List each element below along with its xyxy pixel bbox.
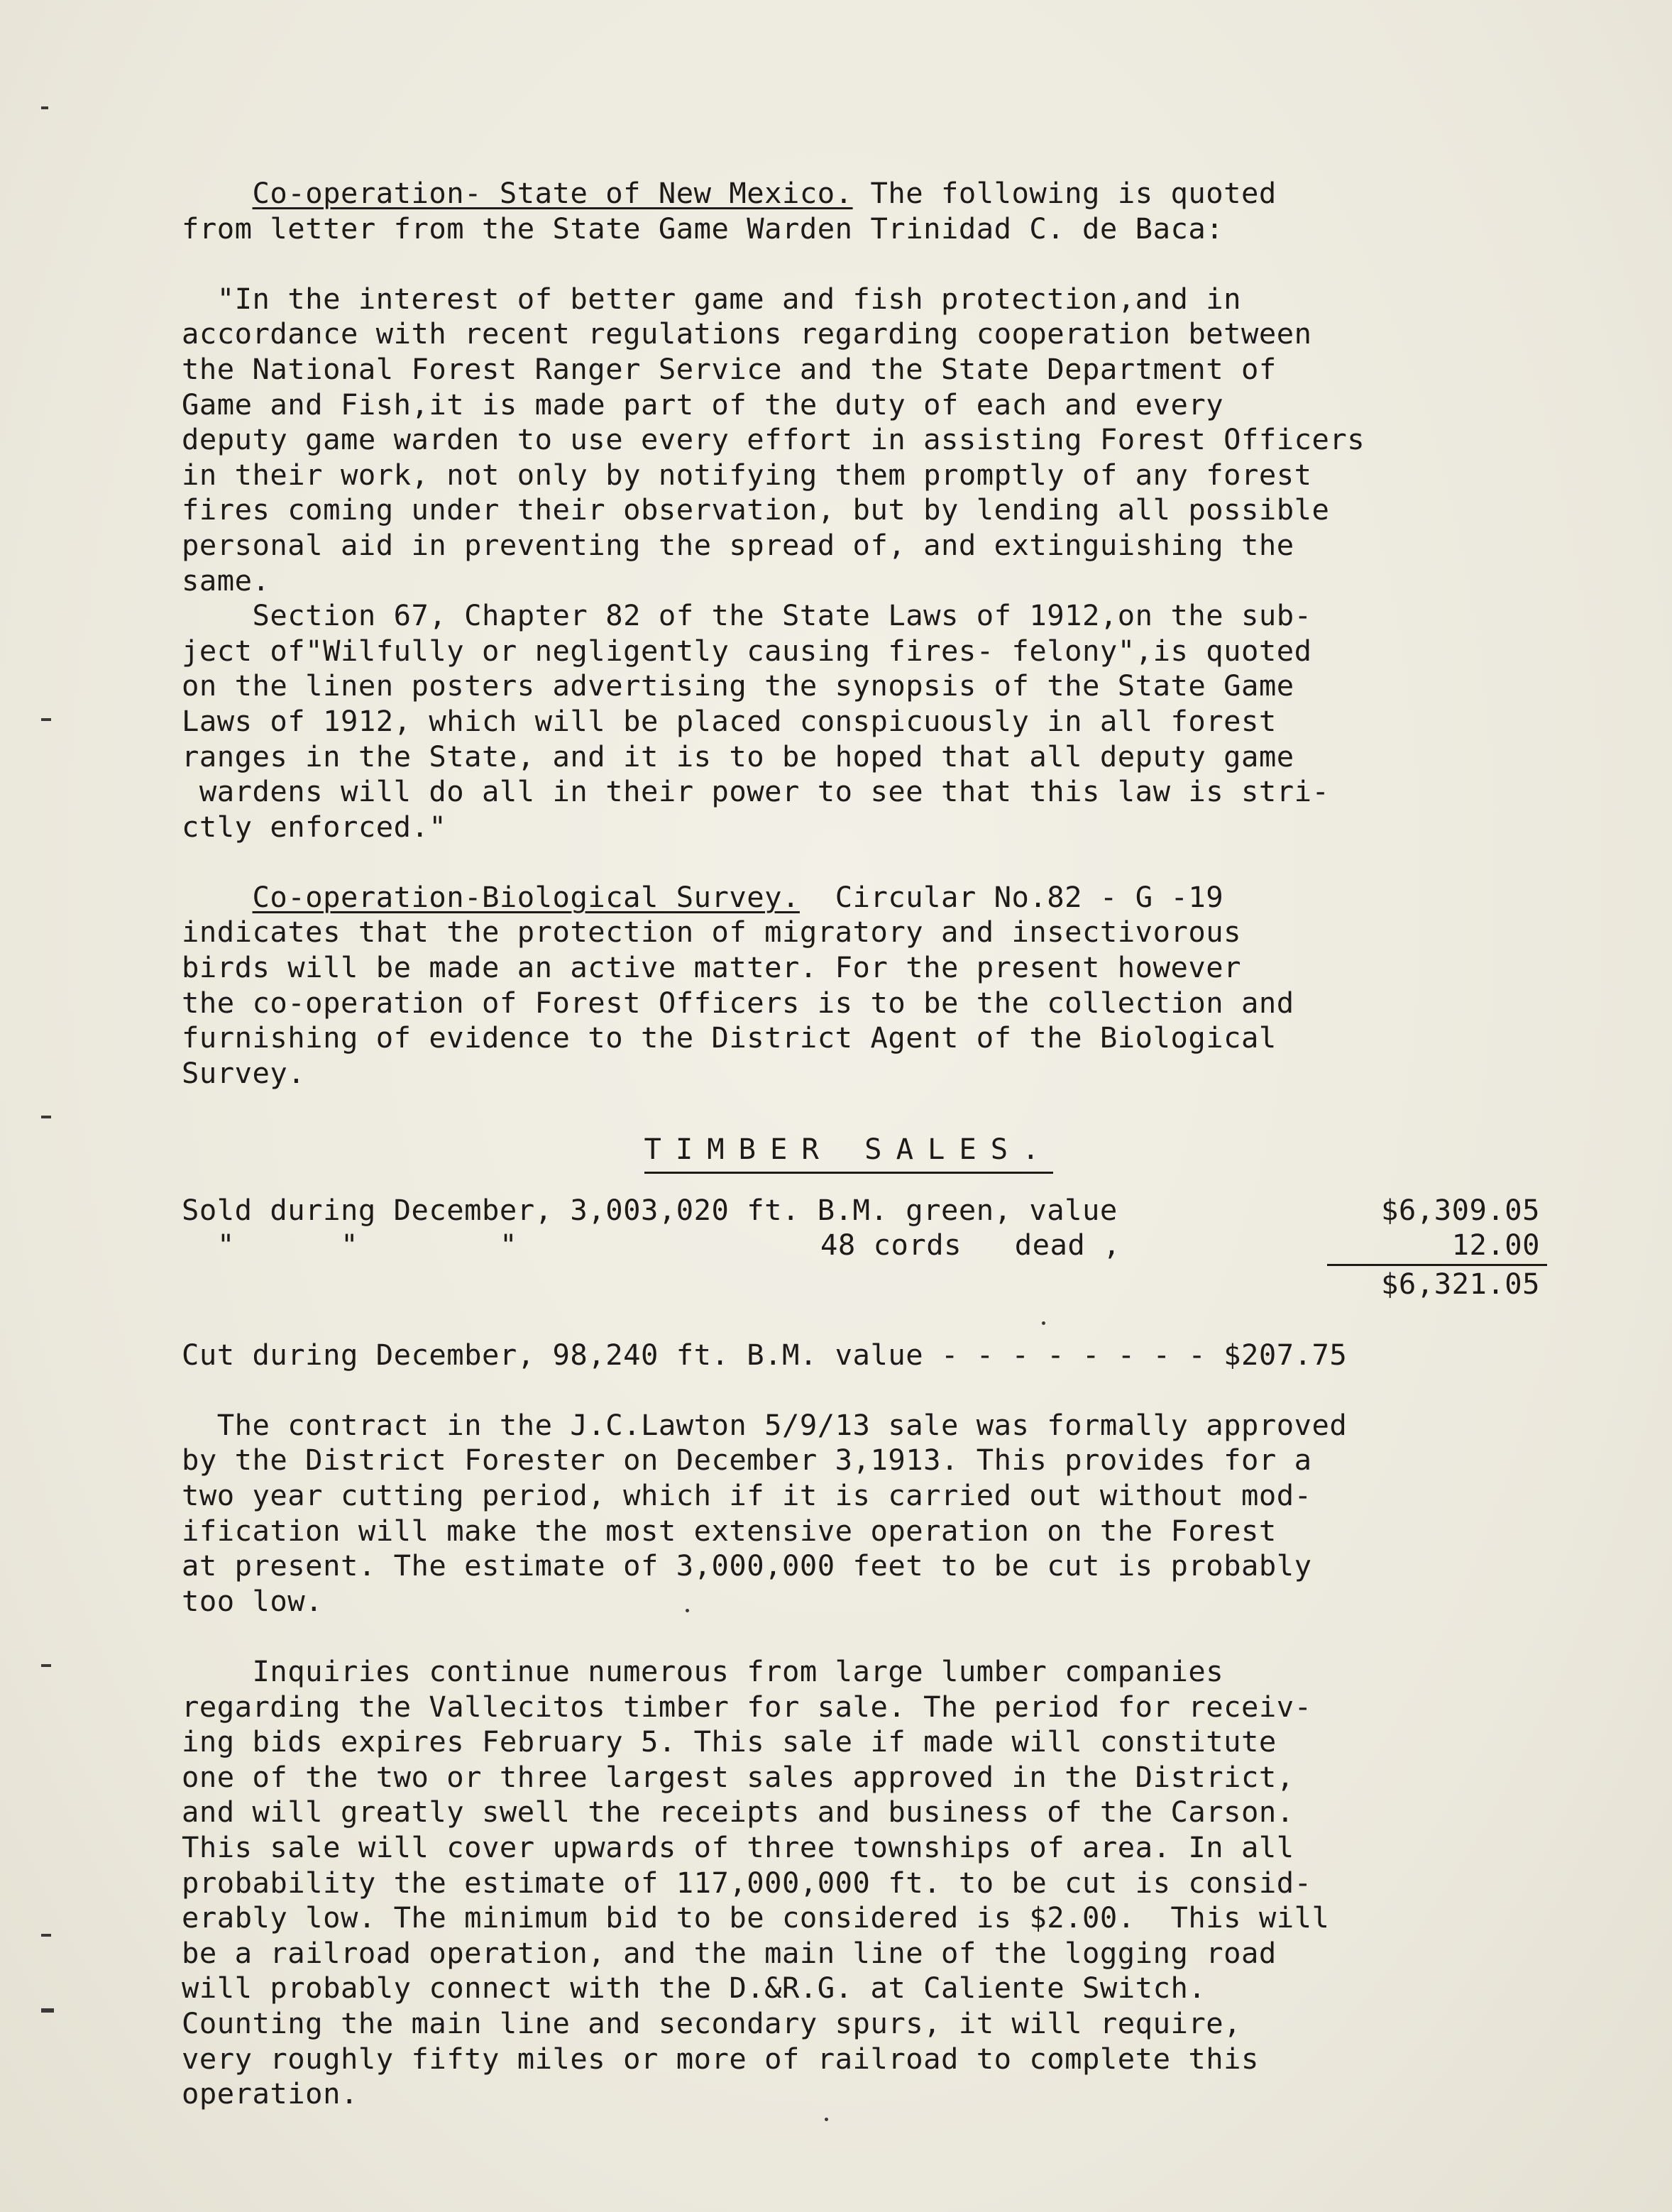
sold-value: $6,309.05 <box>1381 1192 1540 1227</box>
cut-value: $207.75 <box>1223 1337 1348 1372</box>
text-line: be a railroad operation, and the main line of the logging road <box>182 1935 1277 1970</box>
paragraph-cooperation-state <box>182 176 1615 246</box>
cut-label: Cut during December, 98,240 ft. B.M. value - - - - - - - - <box>182 1337 1206 1372</box>
spacer <box>182 1091 1615 1126</box>
timber-sales-heading <box>182 1132 1615 1167</box>
text-line: and will greatly swell the receipts and business of the Carson. <box>182 1795 1294 1829</box>
margin-mark <box>41 106 48 109</box>
cut-line <box>182 1338 1615 1373</box>
text-line: Game and Fish,it is made part of the duty of each and every <box>182 387 1224 422</box>
text-line: probability the estimate of 117,000,000 ft. to be cut is consid- <box>182 1865 1312 1900</box>
sum-rule <box>1327 1264 1547 1266</box>
text-line: ification will make the most extensive operation on the Forest <box>182 1513 1277 1548</box>
text-line: personal aid in preventing the spread of, and extinguishing the <box>182 527 1294 562</box>
text-line: The contract in the J.C.Lawton 5/9/13 sale was formally approved <box>182 1407 1348 1442</box>
margin-mark <box>41 2008 54 2013</box>
paragraph-quote <box>182 282 1615 845</box>
text-line: will probably connect with the D.&R.G. at Caliente Switch. <box>182 1971 1206 2005</box>
spacer <box>182 246 1615 282</box>
text-line: indicates that the protection of migratory and insectivorous <box>182 915 1241 950</box>
margin-mark <box>41 718 51 721</box>
text-line: ject of"Wilfully or negligently causing fires- felony",is quoted <box>182 633 1312 668</box>
paragraph-inquiries <box>182 1654 1615 2112</box>
text-line: Section 67, Chapter 82 of the State Laws of 1912,on the sub- <box>182 598 1312 633</box>
text-line: This sale will cover upwards of three townships of area. In all <box>182 1829 1294 1864</box>
text-line: wardens will do all in their power to see that this law is stri- <box>182 774 1330 809</box>
text-line: same. <box>182 563 270 598</box>
cords-value: 12.00 <box>1451 1227 1540 1262</box>
text-line: fires coming under their observation, but by lending all possible <box>182 493 1330 527</box>
text-line: birds will be made an active matter. For the present however <box>182 950 1241 985</box>
typewritten-text <box>182 176 1615 2112</box>
sold-label: Sold during December, 3,003,020 ft. B.M. green, value <box>182 1192 1118 1227</box>
text-line: "In the interest of better game and fish protection,and in <box>182 281 1241 316</box>
section-title: TIMBER SALES. <box>644 1132 1054 1174</box>
text-line: from letter from the State Game Warden Trinidad C. de Baca: <box>182 211 1224 246</box>
underlined-heading: Co-operation-Biological Survey. <box>252 879 800 914</box>
text-line: furnishing of evidence to the District Agent of the Biological <box>182 1020 1277 1055</box>
text-line: Counting the main line and secondary spurs, it will require, <box>182 2005 1241 2040</box>
ditto-marks: " " " <box>217 1227 518 1262</box>
margin-mark <box>41 1116 51 1118</box>
text-line: one of the two or three largest sales approved in the District, <box>182 1759 1294 1794</box>
text-fragment: Circular No.82 - G -19 <box>799 879 1224 914</box>
text-line: very roughly fifty miles or more of railroad to complete this <box>182 2041 1259 2076</box>
text-line: regarding the Vallecitos timber for sale. The period for receiv- <box>182 1689 1312 1724</box>
text-line: operation. <box>182 2076 358 2111</box>
text-line: two year cutting period, which if it is carried out without mod- <box>182 1478 1312 1512</box>
paragraph-cooperation-biological <box>182 880 1615 1091</box>
cords-label: 48 cords dead , <box>820 1227 1121 1262</box>
text-line: accordance with recent regulations regarding cooperation between <box>182 317 1312 351</box>
text-line: at present. The estimate of 3,000,000 feet to be cut is probably <box>182 1548 1312 1583</box>
text-line: ctly enforced." <box>182 809 447 844</box>
text-line: on the linen posters advertising the synopsis of the State Game <box>182 668 1294 703</box>
spacer <box>182 1321 1615 1338</box>
text-line: Inquiries continue numerous from large lumber companies <box>182 1654 1224 1688</box>
text-line: in their work, not only by notifying them promptly of any forest <box>182 457 1312 492</box>
text-fragment: The following is quoted <box>852 176 1277 210</box>
timber-sales-figures <box>182 1193 1615 1321</box>
total-value: $6,321.05 <box>1381 1266 1540 1301</box>
text-line: too low. <box>182 1583 324 1618</box>
text-line: Laws of 1912, which will be placed conspicuously in all forest <box>182 703 1277 738</box>
text-line: ing bids expires February 5. This sale if made will constitute <box>182 1724 1277 1759</box>
spacer <box>182 1619 1615 1654</box>
text-line <box>182 880 1615 915</box>
text-line: by the District Forester on December 3,1913. This provides for a <box>182 1443 1312 1478</box>
underlined-heading: Co-operation- State of New Mexico. <box>252 176 853 210</box>
text-line: deputy game warden to use every effort in assisting Forest Officers <box>182 422 1365 457</box>
text-line: erably low. The minimum bid to be considered is $2.00. This will <box>182 1900 1330 1935</box>
margin-mark <box>41 1934 51 1937</box>
text-line: the co-operation of Forest Officers is to be the collection and <box>182 985 1294 1020</box>
paragraph-contract <box>182 1408 1615 1619</box>
text-line: ranges in the State, and it is to be hoped that all deputy game <box>182 739 1294 774</box>
margin-mark <box>41 1664 51 1667</box>
spacer <box>182 1372 1615 1408</box>
spacer <box>182 844 1615 880</box>
text-line: the National Forest Ranger Service and the State Department of <box>182 351 1277 386</box>
text-line <box>182 176 1615 211</box>
stray-dot <box>825 2118 828 2121</box>
text-line: Survey. <box>182 1055 306 1090</box>
